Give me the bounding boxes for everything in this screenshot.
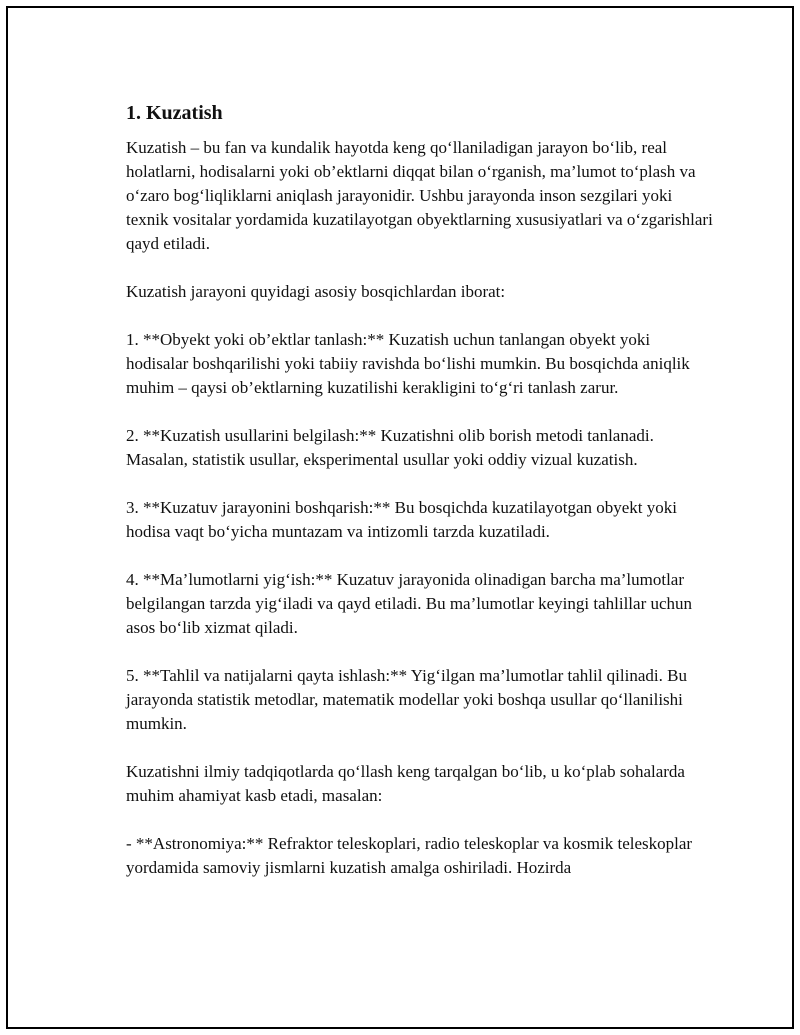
- document-body: [126, 100, 716, 904]
- paragraph-stages-intro: Kuzatish jarayoni quyidagi asosiy bosqichlardan iborat:: [126, 282, 506, 301]
- paragraph-applications: Kuzatishni ilmiy tadqiqotlarda qo‘llash keng tarqalgan bo‘lib, u ko‘plab sohalarda muhim ahamiyat kasb etadi, masalan:: [126, 762, 685, 805]
- paragraph-stage-4: 4. **Ma’lumotlarni yig‘ish:** Kuzatuv jarayonida olinadigan barcha ma’lumotlar belgilangan tarzda yig‘iladi va qayd etiladi. Bu ma’lumotlar keyingi tahlillar uchun asos bo‘lib xizmat qiladi.: [126, 570, 693, 637]
- paragraph-stage-2: 2. **Kuzatish usullarini belgilash:** Kuzatishni olib borish metodi tanlanadi. Masalan, statistik usullar, eksperimental usullar yoki oddiy vizual kuzatish.: [126, 426, 654, 469]
- paragraph-astronomy: - **Astronomiya:** Refraktor teleskoplari, radio teleskoplar va kosmik teleskoplar yordamida samoviy jismlarni kuzatish amalga oshiriladi. Hozirda: [126, 834, 693, 877]
- paragraph-stage-5: 5. **Tahlil va natijalarni qayta ishlash:** Yig‘ilgan ma’lumotlar tahlil qilinadi. Bu jarayonda statistik metodlar, matematik modellar yoki boshqa usullar qo‘llanilishi mumkin.: [126, 666, 687, 733]
- paragraph-stage-3: 3. **Kuzatuv jarayonini boshqarish:** Bu bosqichda kuzatilayotgan obyekt yoki hodisa vaqt bo‘yicha muntazam va intizomli tarzda kuzatiladi.: [126, 498, 677, 541]
- paragraph-stage-1: 1. **Obyekt yoki ob’ektlar tanlash:** Kuzatish uchun tanlangan obyekt yoki hodisalar boshqarilishi yoki tabiiy ravishda bo‘lishi mumkin. Bu bosqichda aniqlik muhim – qaysi ob’ektlarning kuzatilishi kerakligini to‘g‘ri tanlash zarur.: [126, 330, 690, 397]
- page-frame: [6, 6, 794, 1029]
- paragraph-intro: Kuzatish – bu fan va kundalik hayotda keng qo‘llaniladigan jarayon bo‘lib, real holatlarni, hodisalarni yoki ob’ektlarni diqqat bilan o‘rganish, ma’lumot to‘plash va o‘zaro bog‘liqliklarni aniqlash jarayonidir. Ushbu jarayonda inson sezgilari yoki texnik vositalar yordamida kuzatilayotgan obyektlarning xususiyatlari va o‘zgarishlari qayd etiladi.: [126, 138, 713, 253]
- section-heading: 1. Kuzatish: [126, 102, 223, 124]
